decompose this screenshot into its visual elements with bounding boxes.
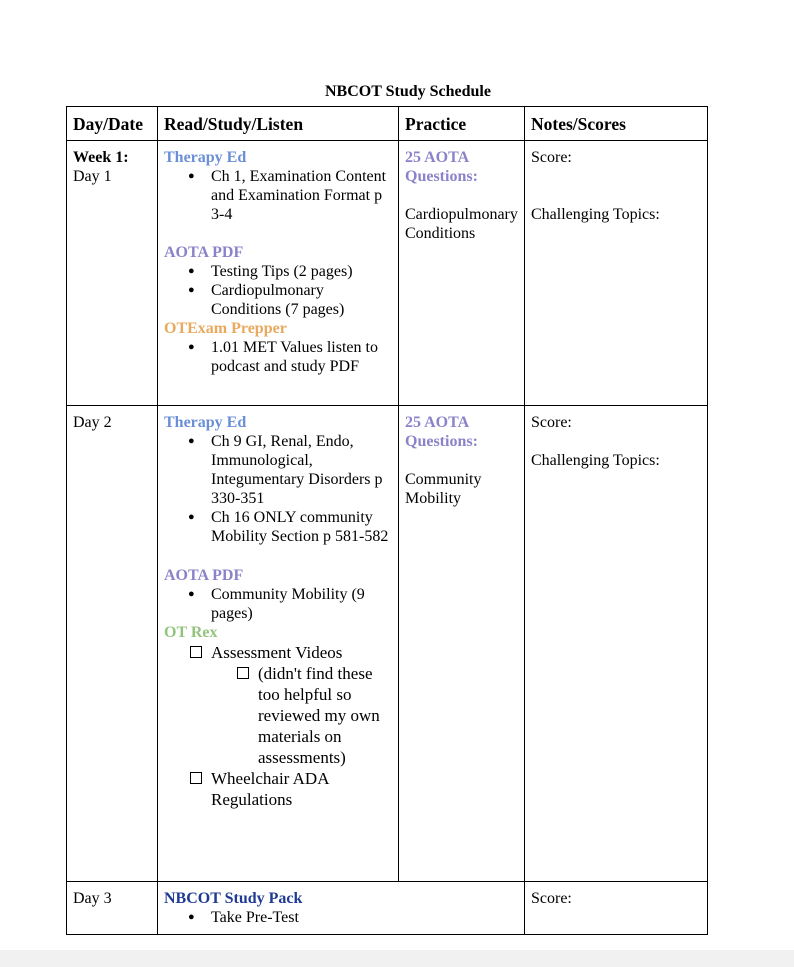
bullet-list: [164, 585, 392, 623]
header-practice: Practice: [399, 107, 525, 141]
score-label: Score:: [531, 149, 572, 166]
checklist-subitem: (didn't find these too helpful so reviewed my own materials on assessments): [164, 663, 392, 768]
challenging-topics-label: Challenging Topics:: [531, 452, 660, 469]
list-item: ● Ch 9 GI, Renal, Endo, Immunological, Integumentary Disorders p 330-351: [164, 432, 392, 508]
list-item: ● Testing Tips (2 pages): [164, 262, 392, 281]
score-label: Score:: [531, 890, 572, 907]
checklist-item: Assessment Videos: [164, 642, 392, 663]
day1-practice-cell: [399, 141, 525, 406]
day-label: Day 2: [73, 414, 112, 431]
practice-heading: 25 AOTA Questions:: [405, 414, 478, 450]
day2-practice-cell: [399, 406, 525, 882]
day1-date-cell: [67, 141, 158, 406]
bullet-list: [164, 167, 392, 224]
header-read-study-listen: Read/Study/Listen: [158, 107, 399, 141]
week-label: Week 1:: [73, 149, 129, 166]
day3-read-cell: [158, 882, 525, 935]
bullet-list: [164, 262, 392, 319]
document-title: NBCOT Study Schedule: [325, 83, 491, 100]
list-item: ● Ch 1, Examination Content and Examination Format p 3-4: [164, 167, 392, 224]
source-heading: Therapy Ed: [164, 149, 247, 166]
day1-notes-cell: [525, 141, 708, 406]
list-item: ● Take Pre-Test: [164, 908, 518, 927]
page-bottom-edge: [0, 950, 794, 967]
list-item: ● 1.01 MET Values listen to podcast and study PDF: [164, 338, 392, 376]
header-row: [67, 107, 708, 141]
list-item: ● Cardiopulmonary Conditions (7 pages): [164, 281, 392, 319]
day-label: Day 1: [73, 168, 112, 185]
day2-notes-cell: [525, 406, 708, 882]
challenging-topics-label: Challenging Topics:: [531, 206, 660, 223]
checkbox[interactable]: [237, 667, 249, 679]
bullet-list: [164, 432, 392, 546]
practice-topic: Cardiopulmonary Conditions: [405, 206, 518, 242]
day3-date-cell: [67, 882, 158, 935]
source-heading: AOTA PDF: [164, 567, 244, 584]
source-heading: OTExam Prepper: [164, 320, 287, 337]
practice-heading: 25 AOTA Questions:: [405, 149, 478, 185]
list-item: ● Community Mobility (9 pages): [164, 585, 392, 623]
checklist: [164, 642, 392, 810]
day2-read-cell: [158, 406, 399, 882]
header-notes-scores: Notes/Scores: [525, 107, 708, 141]
source-heading: OT Rex: [164, 624, 218, 641]
day1-read-cell: [158, 141, 399, 406]
day2-date-cell: [67, 406, 158, 882]
bullet-list: [164, 338, 392, 376]
day-label: Day 3: [73, 890, 112, 907]
checkbox[interactable]: [190, 646, 202, 658]
source-heading: Therapy Ed: [164, 414, 247, 431]
checkbox[interactable]: [190, 772, 202, 784]
table-row-day2: [67, 406, 708, 882]
practice-topic: Community Mobility: [405, 471, 482, 507]
table-row-day1: [67, 141, 708, 406]
checklist-item: Wheelchair ADA Regulations: [164, 768, 392, 810]
bullet-list: [164, 908, 518, 927]
score-label: Score:: [531, 414, 572, 431]
source-heading: NBCOT Study Pack: [164, 890, 303, 907]
header-day-date: Day/Date: [67, 107, 158, 141]
study-schedule-table: [66, 106, 708, 935]
table-row-day3: [67, 882, 708, 935]
day3-notes-cell: [525, 882, 708, 935]
source-heading: AOTA PDF: [164, 244, 244, 261]
list-item: ● Ch 16 ONLY community Mobility Section p 581-582: [164, 508, 392, 546]
